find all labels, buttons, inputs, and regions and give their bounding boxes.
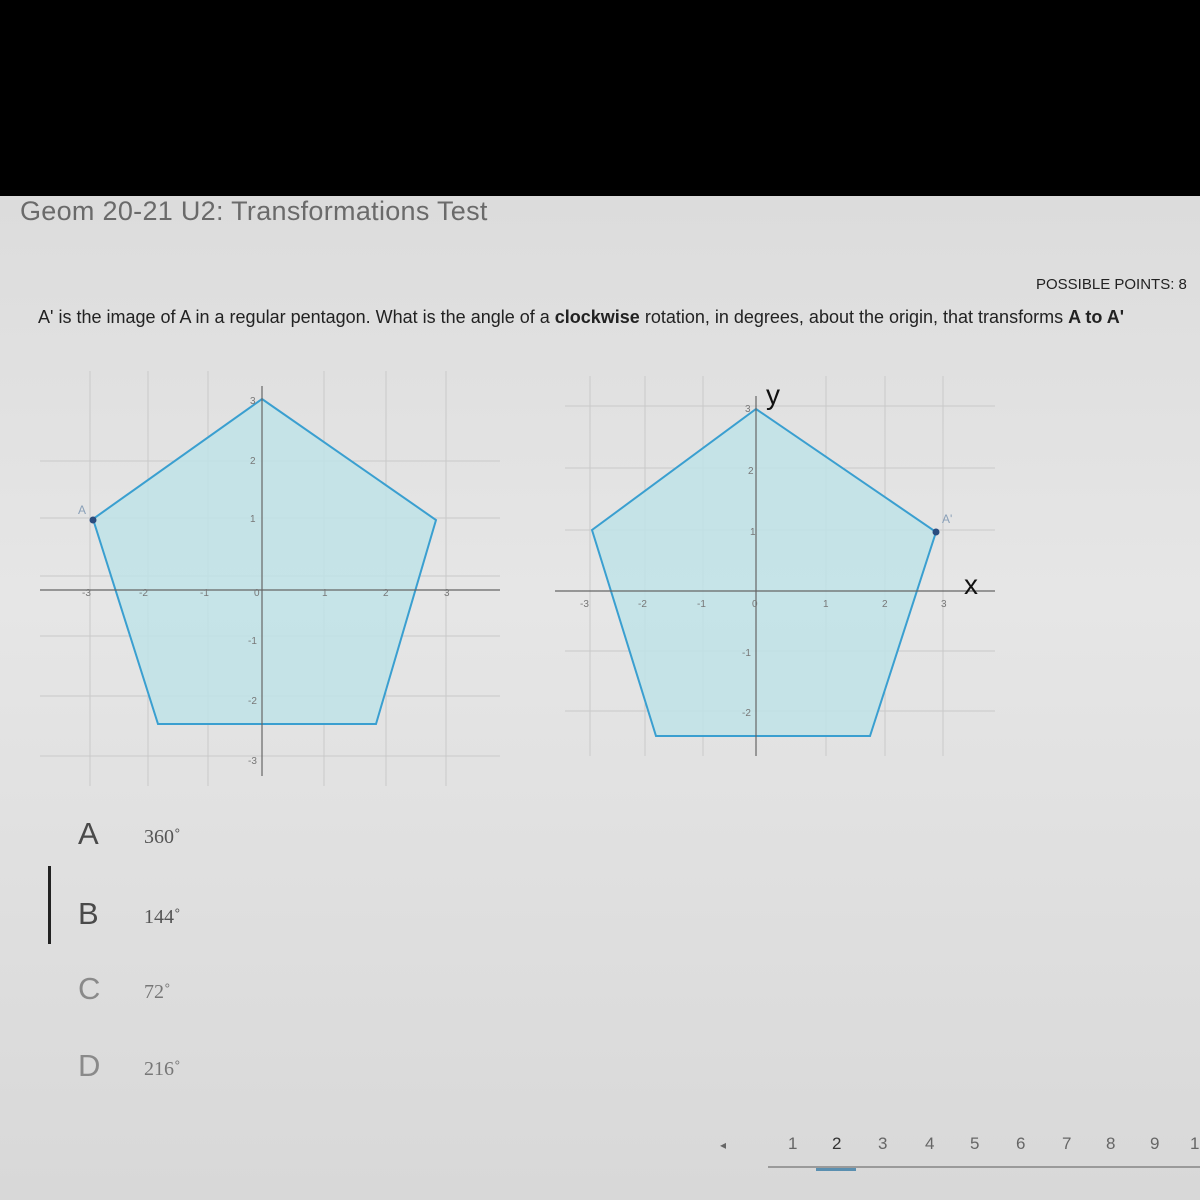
question-bold-clockwise: clockwise xyxy=(554,307,640,327)
left-x-tick: -1 xyxy=(200,588,209,599)
right-x-tick: 2 xyxy=(882,599,888,610)
choice-b-text: 144˚ xyxy=(144,906,181,928)
pager-page-4[interactable]: 4 xyxy=(925,1134,935,1153)
selected-answer-marker xyxy=(48,866,51,944)
pager-active-indicator xyxy=(816,1168,856,1171)
x-axis-label: x xyxy=(964,569,978,600)
left-x-tick: -2 xyxy=(139,588,148,599)
left-x-tick: 3 xyxy=(444,588,450,599)
choice-d-letter: D xyxy=(78,1048,101,1083)
left-x-tick: 1 xyxy=(322,588,328,599)
right-x-tick: -3 xyxy=(580,599,589,610)
right-y-tick: -2 xyxy=(742,708,751,719)
right-y-tick: -1 xyxy=(742,648,751,659)
point-a-label: A xyxy=(78,503,87,517)
pager-page-7[interactable]: 7 xyxy=(1062,1134,1072,1153)
left-x-tick: 2 xyxy=(383,588,389,599)
question-part2: rotation, in degrees, about the origin, that transforms xyxy=(639,307,1069,327)
question-part1: A' is the image of A in a regular pentagon. What is the angle of a xyxy=(38,307,555,327)
test-title: Geom 20-21 U2: Transformations Test xyxy=(20,196,488,226)
right-graph xyxy=(0,196,1200,816)
right-x-tick: 0 xyxy=(752,599,758,610)
pager-page-5[interactable]: 5 xyxy=(970,1134,980,1153)
choice-c-letter: C xyxy=(78,971,101,1006)
right-pentagon xyxy=(592,409,936,736)
left-y-tick: 3 xyxy=(250,396,256,407)
pager-page-8[interactable]: 8 xyxy=(1106,1134,1116,1153)
left-y-tick: -1 xyxy=(248,636,257,647)
choice-a-letter: A xyxy=(78,816,99,851)
pager-page-6[interactable]: 6 xyxy=(1016,1134,1026,1153)
choice-b-letter: B xyxy=(78,896,99,931)
left-y-tick: -3 xyxy=(248,756,257,767)
right-y-tick: 1 xyxy=(750,527,756,538)
choice-a-text: 360˚ xyxy=(144,826,181,848)
right-x-tick: 3 xyxy=(941,599,947,610)
left-x-tick: -3 xyxy=(82,588,91,599)
point-a-prime-label: A' xyxy=(942,512,953,526)
pager-page-2[interactable]: 2 xyxy=(832,1134,842,1153)
point-a-prime xyxy=(933,529,940,536)
right-x-tick: 1 xyxy=(823,599,829,610)
pager-prev-icon[interactable]: ◂ xyxy=(720,1138,727,1152)
right-y-tick: 3 xyxy=(745,404,751,415)
y-axis-label: y xyxy=(766,379,780,410)
left-y-tick: -2 xyxy=(248,696,257,707)
pager-page-10[interactable]: 1 xyxy=(1190,1134,1200,1153)
choice-d-text: 216˚ xyxy=(144,1058,181,1080)
question-bold-target: A to A' xyxy=(1068,307,1125,327)
pager-page-3[interactable]: 3 xyxy=(878,1134,888,1153)
choice-c-text: 72˚ xyxy=(144,981,171,1003)
left-y-tick: 1 xyxy=(250,514,256,525)
black-top-bar xyxy=(0,0,1200,196)
right-x-tick: -2 xyxy=(638,599,647,610)
possible-points: POSSIBLE POINTS: 8 xyxy=(1036,276,1187,293)
pager-page-1[interactable]: 1 xyxy=(788,1134,798,1153)
right-x-tick: -1 xyxy=(697,599,706,610)
right-y-tick: 2 xyxy=(748,466,754,477)
left-x-tick: 0 xyxy=(254,588,260,599)
pager-page-9[interactable]: 9 xyxy=(1150,1134,1160,1153)
left-y-tick: 2 xyxy=(250,456,256,467)
test-screen xyxy=(0,196,1200,1200)
